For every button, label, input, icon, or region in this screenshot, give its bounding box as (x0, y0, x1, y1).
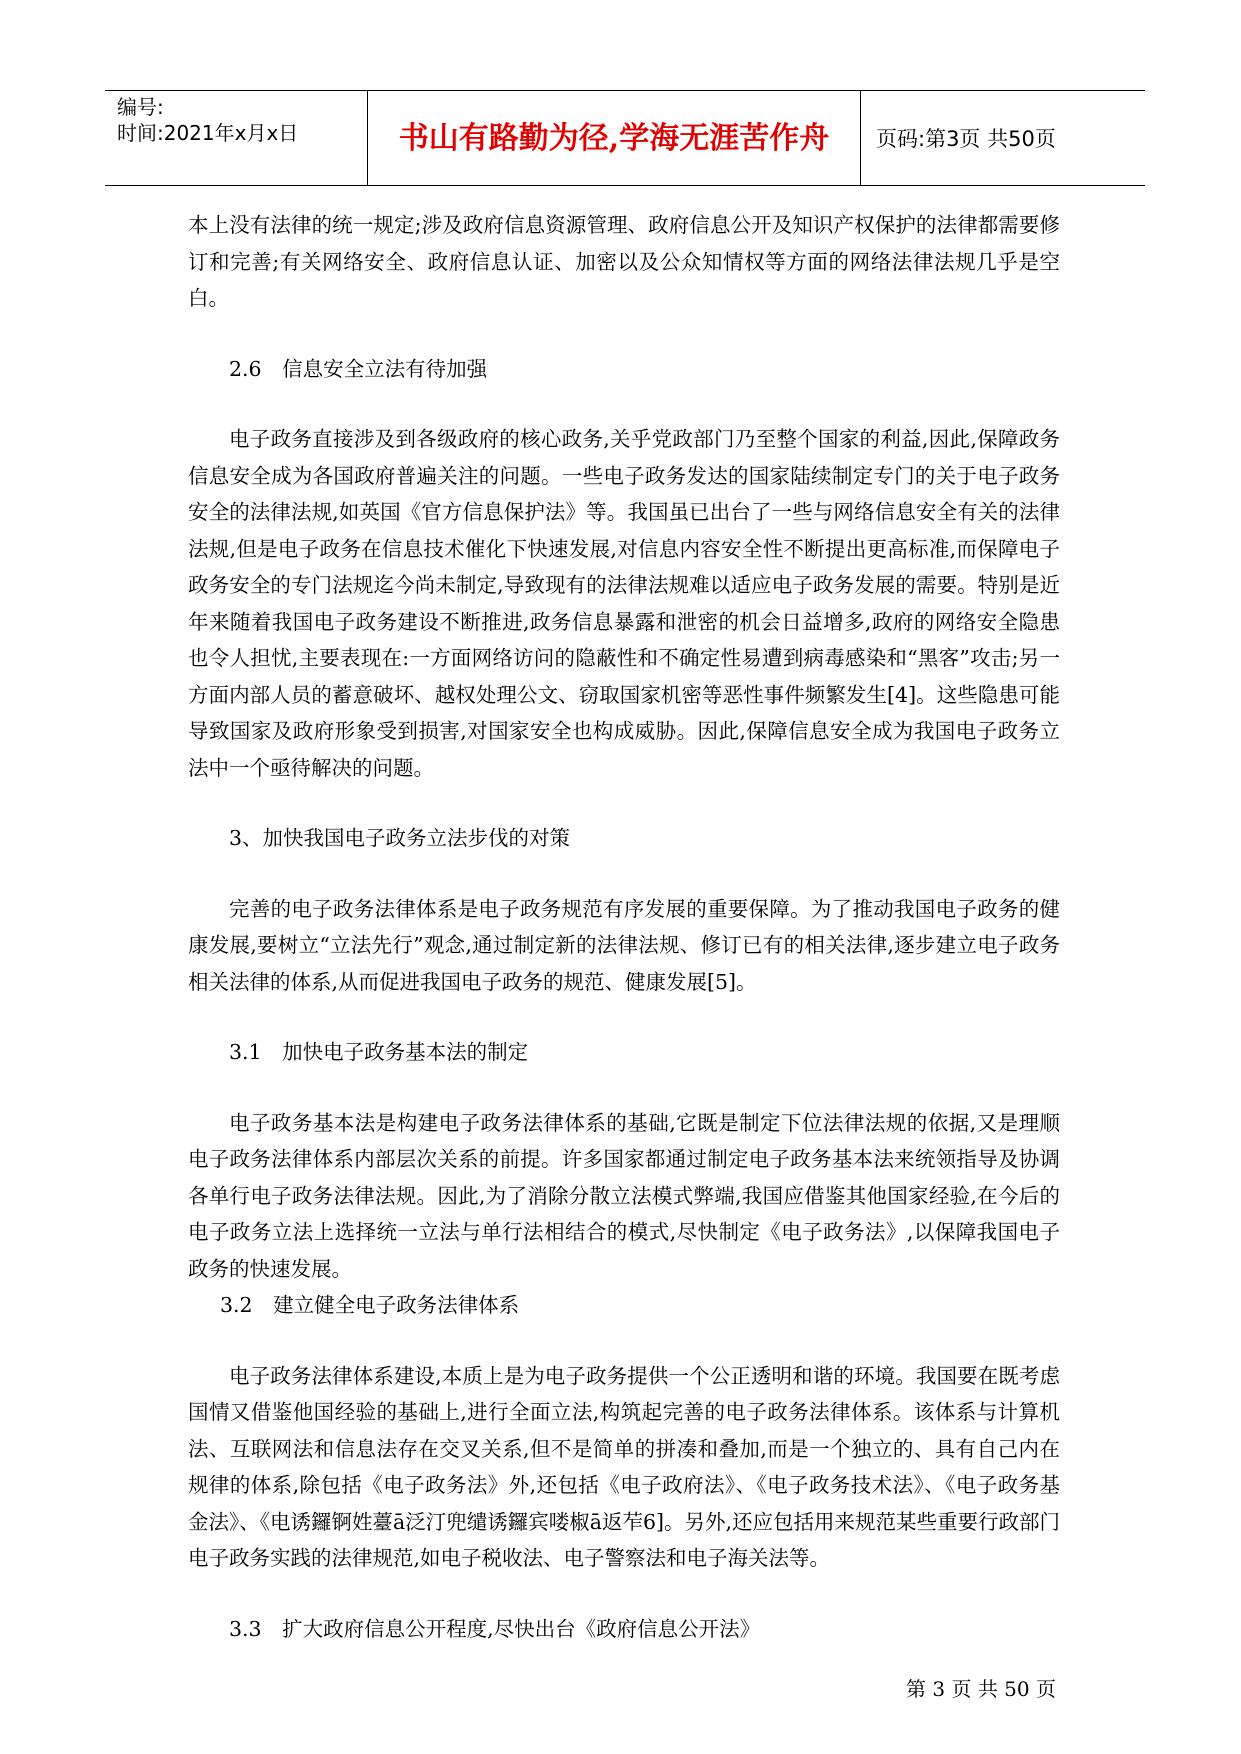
header-meta-cell (105, 91, 368, 185)
document-time-label: 时间:2021年x月x日 (117, 121, 299, 145)
page-header (105, 90, 1145, 186)
paragraph: 完善的电子政务法律体系是电子政务规范有序发展的重要保障。为了推动我国电子政务的健康发展,要树立“立法先行”观念,通过制定新的法律法规、修订已有的相关法律,逐步建立电子政务相关法律的体系,从而促进我国电子政务的规范、健康发展[5]。 (188, 896, 1060, 994)
paragraph: 电子政务法律体系建设,本质上是为电子政务提供一个公正透明和谐的环境。我国要在既考虑国情又借鉴他国经验的基础上,进行全面立法,构筑起完善的电子政务法律体系。该体系与计算机法、互联网法和信息法存在交叉关系,但不是简单的拼凑和叠加,而是一个独立的、具有自己内在规律的体系,除包括《电子政务法》外,还包括《电子政府法》、《电子政务技术法》、《电子政务基金法》、《电诱鑼锕姓薹ā泛汀兜缱诱鑼宾喽椒ā返苲6]。另外,还应包括用来规范某些重要行政部门电子政务实践的法律规范,如电子税收法、电子警察法和电子海关法等。 (188, 1363, 1060, 1570)
header-page-info: 页码:第3页 共50页 (876, 127, 1056, 151)
document-number-label: 编号: (117, 95, 164, 119)
document-body (188, 207, 1060, 1647)
section-heading-3-3: 3.3 扩大政府信息公开程度,尽快出台《政府信息公开法》 (229, 1616, 761, 1641)
section-heading-3: 3、加快我国电子政务立法步伐的对策 (229, 826, 571, 850)
header-motto: 书山有路勤为径,学海无涯苦作舟 (398, 121, 830, 156)
header-motto-cell (368, 91, 861, 185)
section-heading-3-1: 3.1 加快电子政务基本法的制定 (229, 1040, 529, 1064)
header-page-cell (862, 91, 1145, 185)
page-footer-number: 第 3 页 共 50 页 (906, 1677, 1056, 1701)
paragraph: 电子政务基本法是构建电子政务法律体系的基础,它既是制定下位法律法规的依据,又是理顺电子政务法律体系内部层次关系的前提。许多国家都通过制定电子政务基本法来统领指导及协调各单行电子政务法律法规。因此,为了消除分散立法模式弊端,我国应借鉴其他国家经验,在今后的电子政务立法上选择统一立法与单行法相结合的模式,尽快制定《电子政务法》,以保障我国电子政务的快速发展。 (188, 1110, 1060, 1281)
paragraph: 电子政务直接涉及到各级政府的核心政务,关乎党政部门乃至整个国家的利益,因此,保障政务信息安全成为各国政府普遍关注的问题。一些电子政务发达的国家陆续制定专门的关于电子政务安全的法律法规,如英国《官方信息保护法》等。我国虽已出台了一些与网络信息安全有关的法律法规,但是电子政务在信息技术催化下快速发展,对信息内容安全性不断提出更高标准,而保障电子政务安全的专门法规迄今尚未制定,导致现有的法律法规难以适应电子政务发展的需要。特别是近年来随着我国电子政务建设不断推进,政务信息暴露和泄密的机会日益增多,政府的网络安全隐患也令人担忧,主要表现在:一方面网络访问的隐蔽性和不确定性易遭到病毒感染和“黑客”攻击;另一方面内部人员的蓄意破坏、越权处理公文、窃取国家机密等恶性事件频繁发生[4]。这些隐患可能导致国家及政府形象受到损害,对国家安全也构成威胁。因此,保障信息安全成为我国电子政务立法中一个亟待解决的问题。 (188, 427, 1060, 780)
section-heading-2-6: 2.6 信息安全立法有待加强 (229, 356, 488, 381)
section-heading-3-2: 3.2 建立健全电子政务法律体系 (220, 1293, 520, 1317)
paragraph: 本上没有法律的统一规定;涉及政府信息资源管理、政府信息公开及知识产权保护的法律都需要修订和完善;有关网络安全、政府信息认证、加密以及公众知情权等方面的网络法律法规几乎是空白。 (188, 213, 1060, 310)
